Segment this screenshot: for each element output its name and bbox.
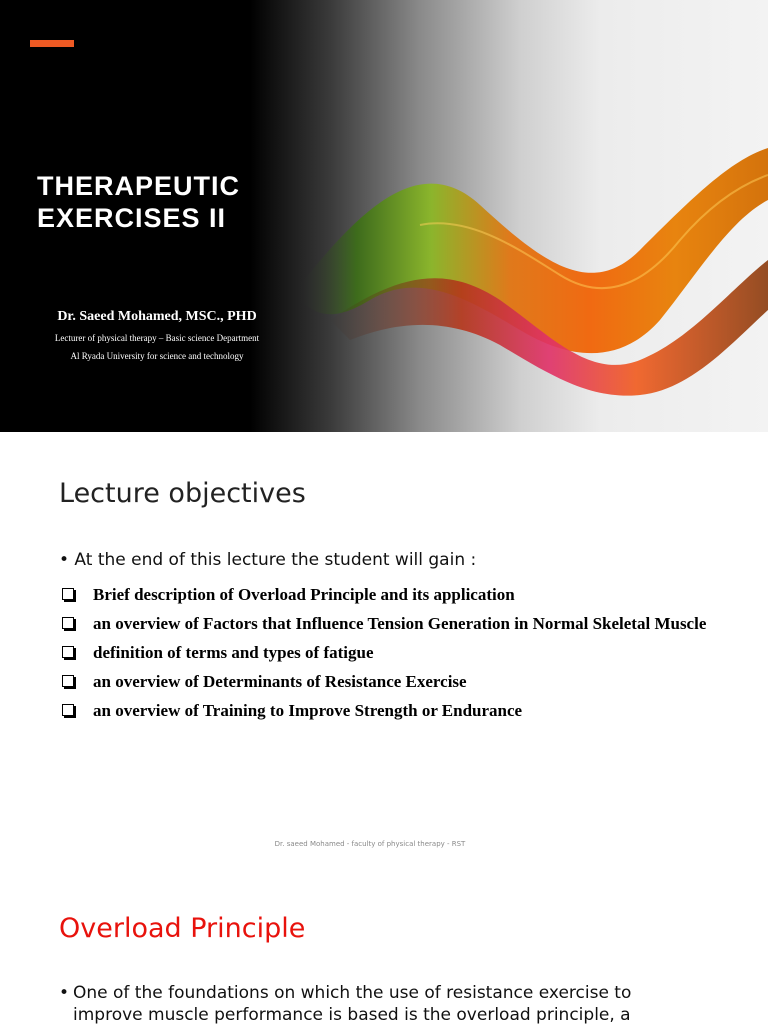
list-item xyxy=(62,584,742,606)
university-name: Al Ryada University for science and technology xyxy=(70,351,244,361)
slide-heading: Overload Principle xyxy=(59,913,306,944)
checkbox-bullet-icon xyxy=(62,588,74,600)
objective-text: definition of terms and types of fatigue xyxy=(93,643,374,662)
overload-slide xyxy=(0,864,768,1024)
objectives-list xyxy=(62,584,742,729)
checkbox-bullet-icon xyxy=(62,704,74,716)
objective-text: an overview of Training to Improve Strength or Endurance xyxy=(93,701,523,720)
slide-heading: Lecture objectives xyxy=(59,478,306,509)
objective-text: an overview of Factors that Influence Tension Generation in Normal Skeletal Muscle xyxy=(93,614,707,633)
body-text: One of the foundations on which the use of resistance exercise to improve muscle performance is based is the overload principle, a xyxy=(73,983,632,1024)
list-item xyxy=(62,642,742,664)
bullet-icon: • xyxy=(59,983,70,1003)
presentation-title: THERAPEUTIC EXERCISES II xyxy=(37,171,241,233)
checkbox-bullet-icon xyxy=(62,617,74,629)
author-position: Lecturer of physical therapy – Basic science Department xyxy=(54,333,260,343)
author-name: Dr. Saeed Mohamed, MSC., PHD xyxy=(57,309,257,324)
checkbox-bullet-icon xyxy=(62,675,74,687)
objectives-slide xyxy=(0,432,768,864)
list-item xyxy=(62,700,742,722)
list-item xyxy=(62,671,742,693)
objective-text: Brief description of Overload Principle and its application xyxy=(93,585,515,604)
accent-bar xyxy=(30,40,74,47)
title-slide xyxy=(0,0,768,432)
slide-footer: Dr. saeed Mohamed - faculty of physical therapy - RST xyxy=(274,840,466,848)
intro-bullet: • At the end of this lecture the student will gain : xyxy=(59,550,477,570)
checkbox-bullet-icon xyxy=(62,646,74,658)
body-paragraph xyxy=(59,982,699,1024)
objective-text: an overview of Determinants of Resistance Exercise xyxy=(93,672,467,691)
list-item xyxy=(62,613,742,635)
